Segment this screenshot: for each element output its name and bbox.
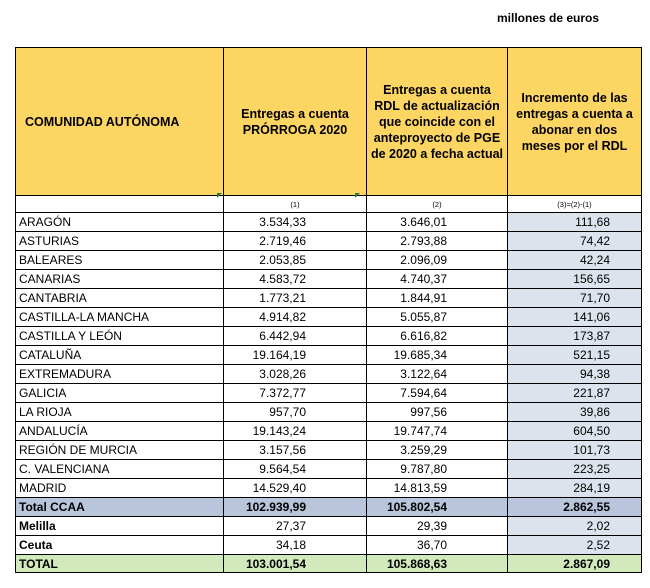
region-name: CASTILLA Y LEÓN xyxy=(16,327,224,346)
value-incremento: 223,25 xyxy=(508,460,642,479)
value-incremento: 173,87 xyxy=(508,327,642,346)
value-prorroga: 3.028,26 xyxy=(224,365,367,384)
header-comunidad: COMUNIDAD AUTÓNOMA xyxy=(16,48,224,196)
value-incremento: 111,68 xyxy=(508,213,642,232)
value-prorroga: 19.164,19 xyxy=(224,346,367,365)
total-ccaa-prorroga: 102.939,99 xyxy=(224,498,367,517)
value-prorroga: 14.529,40 xyxy=(224,479,367,498)
table-row xyxy=(16,232,642,251)
value-incremento: 141,06 xyxy=(508,308,642,327)
region-name: BALEARES xyxy=(16,251,224,270)
value-incremento: 71,70 xyxy=(508,289,642,308)
total-ccaa-incremento: 2.862,55 xyxy=(508,498,642,517)
value-rdl: 5.055,87 xyxy=(367,308,508,327)
region-name: ASTURIAS xyxy=(16,232,224,251)
comment-marker-icon xyxy=(355,193,360,198)
city-name: Ceuta xyxy=(16,536,224,555)
table-row xyxy=(16,251,642,270)
table-row xyxy=(16,384,642,403)
total-ccaa-rdl: 105.802,54 xyxy=(367,498,508,517)
region-name: CATALUÑA xyxy=(16,346,224,365)
table-row xyxy=(16,479,642,498)
value-prorroga: 2.719,46 xyxy=(224,232,367,251)
region-name: CANARIAS xyxy=(16,270,224,289)
table-row xyxy=(16,346,642,365)
value-incremento: 284,19 xyxy=(508,479,642,498)
value-prorroga: 7.372,77 xyxy=(224,384,367,403)
grand-total-prorroga: 103.001,54 xyxy=(224,555,367,573)
value-incremento: 521,15 xyxy=(508,346,642,365)
value-incremento: 74,42 xyxy=(508,232,642,251)
grand-total-row xyxy=(16,555,642,573)
value-prorroga: 4.914,82 xyxy=(224,308,367,327)
value-incremento: 604,50 xyxy=(508,422,642,441)
table-row xyxy=(16,308,642,327)
value-prorroga: 2.053,85 xyxy=(224,251,367,270)
region-name: CASTILLA-LA MANCHA xyxy=(16,308,224,327)
header-rdl: Entregas a cuenta RDL de actualización que coincide con el anteproyecto de PGE de 2020 a fecha actual xyxy=(367,48,508,196)
region-name: GALICIA xyxy=(16,384,224,403)
value-prorroga: 9.564,54 xyxy=(224,460,367,479)
grand-total-label: TOTAL xyxy=(16,555,224,573)
value-prorroga: 957,70 xyxy=(224,403,367,422)
value-prorroga: 19.143,24 xyxy=(224,422,367,441)
table-row xyxy=(16,270,642,289)
value-prorroga: 34,18 xyxy=(224,536,367,555)
region-name: REGIÓN DE MURCIA xyxy=(16,441,224,460)
region-name: ANDALUCÍA xyxy=(16,422,224,441)
value-rdl: 3.646,01 xyxy=(367,213,508,232)
table-row xyxy=(16,327,642,346)
table-row xyxy=(16,365,642,384)
city-row-melilla xyxy=(16,517,642,536)
value-incremento: 94,38 xyxy=(508,365,642,384)
comment-marker-icon xyxy=(217,193,222,198)
value-incremento: 221,87 xyxy=(508,384,642,403)
total-ccaa-label: Total CCAA xyxy=(16,498,224,517)
region-name: ARAGÓN xyxy=(16,213,224,232)
value-rdl: 19.747,74 xyxy=(367,422,508,441)
ref-1: (1) xyxy=(224,196,367,213)
ref-2: (2) xyxy=(367,196,508,213)
value-prorroga: 6.442,94 xyxy=(224,327,367,346)
header-incremento: Incremento de las entregas a cuenta a abonar en dos meses por el RDL xyxy=(508,48,642,196)
value-rdl: 14.813,59 xyxy=(367,479,508,498)
region-name: EXTREMADURA xyxy=(16,365,224,384)
refs-row xyxy=(16,196,642,213)
value-prorroga: 3.157,56 xyxy=(224,441,367,460)
total-ccaa-row xyxy=(16,498,642,517)
value-incremento: 101,73 xyxy=(508,441,642,460)
header-prorroga: Entregas a cuenta PRÓRROGA 2020 xyxy=(224,48,367,196)
value-incremento: 42,24 xyxy=(508,251,642,270)
ref-0 xyxy=(16,196,224,213)
value-rdl: 4.740,37 xyxy=(367,270,508,289)
table-row xyxy=(16,403,642,422)
value-prorroga: 1.773,21 xyxy=(224,289,367,308)
value-incremento: 39,86 xyxy=(508,403,642,422)
region-name: LA RIOJA xyxy=(16,403,224,422)
value-rdl: 2.793,88 xyxy=(367,232,508,251)
ref-3: (3)=(2)-(1) xyxy=(508,196,642,213)
value-rdl: 19.685,34 xyxy=(367,346,508,365)
value-incremento: 156,65 xyxy=(508,270,642,289)
table-row xyxy=(16,441,642,460)
header-row xyxy=(16,48,642,196)
value-rdl: 3.122,64 xyxy=(367,365,508,384)
value-rdl: 36,70 xyxy=(367,536,508,555)
value-rdl: 997,56 xyxy=(367,403,508,422)
table-row xyxy=(16,213,642,232)
value-rdl: 6.616,82 xyxy=(367,327,508,346)
entregas-table xyxy=(15,47,642,573)
unit-label: millones de euros xyxy=(497,11,600,25)
value-rdl: 9.787,80 xyxy=(367,460,508,479)
region-name: C. VALENCIANA xyxy=(16,460,224,479)
value-prorroga: 27,37 xyxy=(224,517,367,536)
value-rdl: 7.594,64 xyxy=(367,384,508,403)
grand-total-rdl: 105.868,63 xyxy=(367,555,508,573)
table-row xyxy=(16,289,642,308)
value-rdl: 1.844,91 xyxy=(367,289,508,308)
city-row-ceuta xyxy=(16,536,642,555)
city-name: Melilla xyxy=(16,517,224,536)
region-name: CANTABRIA xyxy=(16,289,224,308)
grand-total-incremento: 2.867,09 xyxy=(508,555,642,573)
region-name: MADRID xyxy=(16,479,224,498)
value-rdl: 29,39 xyxy=(367,517,508,536)
value-prorroga: 4.583,72 xyxy=(224,270,367,289)
table-row xyxy=(16,422,642,441)
value-rdl: 3.259,29 xyxy=(367,441,508,460)
value-rdl: 2.096,09 xyxy=(367,251,508,270)
value-incremento: 2,52 xyxy=(508,536,642,555)
value-incremento: 2,02 xyxy=(508,517,642,536)
table-row xyxy=(16,460,642,479)
value-prorroga: 3.534,33 xyxy=(224,213,367,232)
